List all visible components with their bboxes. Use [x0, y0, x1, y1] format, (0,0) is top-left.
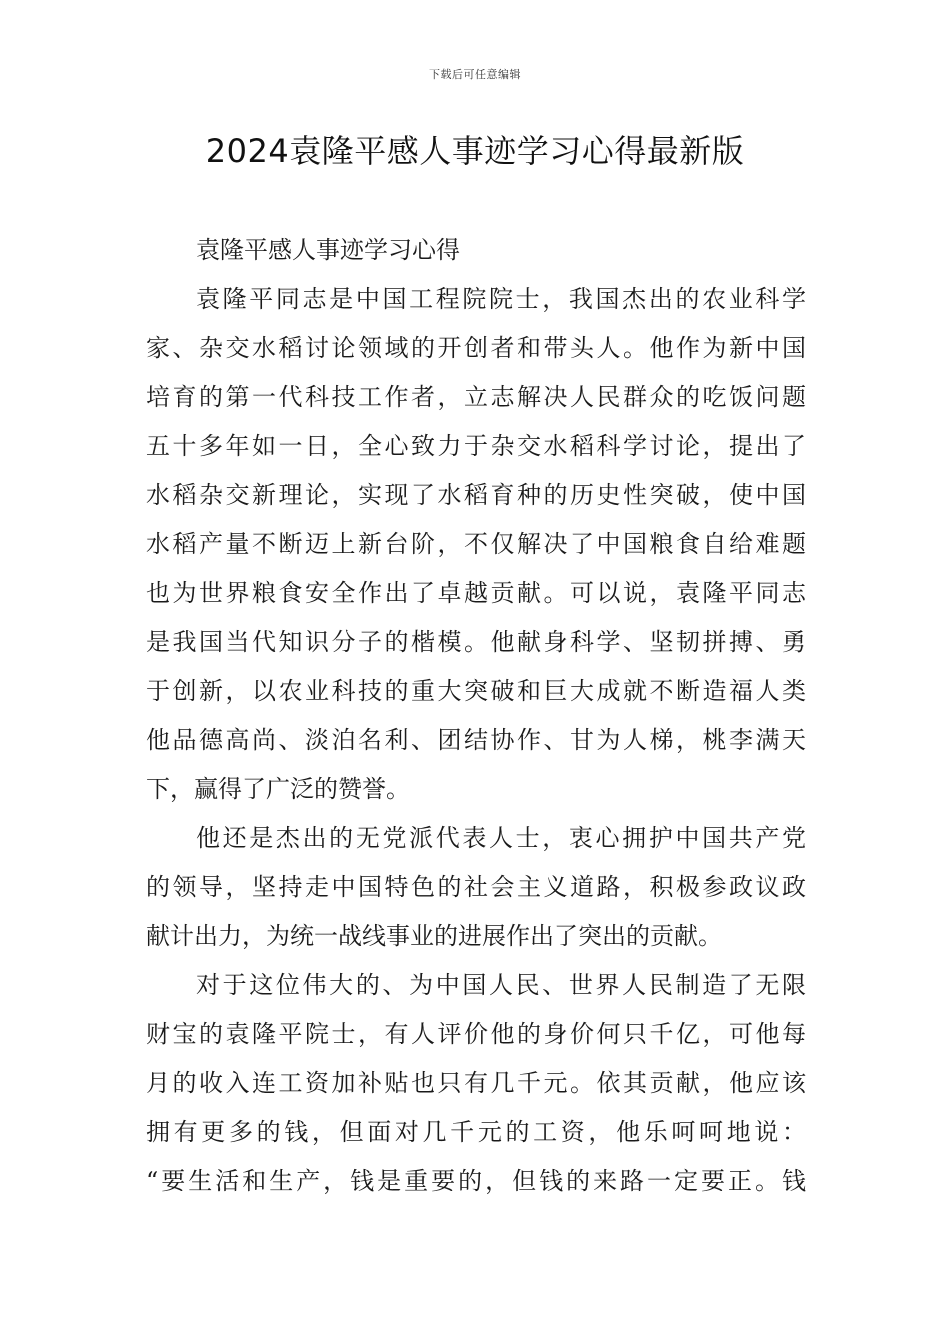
document-body	[146, 226, 806, 1206]
paragraph-line: 袁隆平同志是中国工程院院士，我国杰出的农业科学	[196, 285, 806, 313]
paragraph-line: 水稻产量不断迈上新台阶，不仅解决了中国粮食自给难题	[146, 530, 806, 558]
paragraph-line: 五十多年如一日，全心致力于杂交水稻科学讨论，提出了	[146, 432, 806, 460]
paragraph-line: 水稻杂交新理论，实现了水稻育种的历史性突破，使中国	[146, 481, 806, 509]
section-subtitle: 袁隆平感人事迹学习心得	[196, 236, 460, 264]
paragraph-line: 下，赢得了广泛的赞誉。	[146, 775, 410, 803]
paragraph-line: 财宝的袁隆平院士，有人评价他的身价何只千亿，可他每	[146, 1020, 806, 1048]
paragraph-line: 是我国当代知识分子的楷模。他献身科学、坚韧拼搏、勇	[146, 628, 806, 656]
paragraph-line: “要生活和生产，钱是重要的，但钱的来路一定要正。钱	[146, 1167, 806, 1195]
paragraph-line: 的领导，坚持走中国特色的社会主义道路，积极参政议政	[146, 873, 806, 901]
paragraph-line: 月的收入连工资加补贴也只有几千元。依其贡献，他应该	[146, 1069, 806, 1097]
paragraph-line: 培育的第一代科技工作者，立志解决人民群众的吃饭问题	[146, 383, 806, 411]
header-note: 下载后可任意编辑	[429, 68, 521, 81]
paragraph-line: 他还是杰出的无党派代表人士，衷心拥护中国共产党	[196, 824, 806, 852]
paragraph-line: 也为世界粮食安全作出了卓越贡献。可以说，袁隆平同志	[146, 579, 806, 607]
paragraph-line: 献计出力，为统一战线事业的进展作出了突出的贡献。	[146, 922, 722, 950]
paragraph-line: 他品德高尚、淡泊名利、团结协作、甘为人梯，桃李满天	[146, 726, 806, 754]
paragraph-line: 拥有更多的钱，但面对几千元的工资，他乐呵呵地说：	[146, 1118, 806, 1146]
paragraph-line: 于创新，以农业科技的重大突破和巨大成就不断造福人类	[146, 677, 806, 705]
paragraph-line: 对于这位伟大的、为中国人民、世界人民制造了无限	[196, 971, 806, 999]
paragraph-line: 家、杂交水稻讨论领域的开创者和带头人。他作为新中国	[146, 334, 806, 362]
document-title: 2024袁隆平感人事迹学习心得最新版	[205, 132, 745, 170]
